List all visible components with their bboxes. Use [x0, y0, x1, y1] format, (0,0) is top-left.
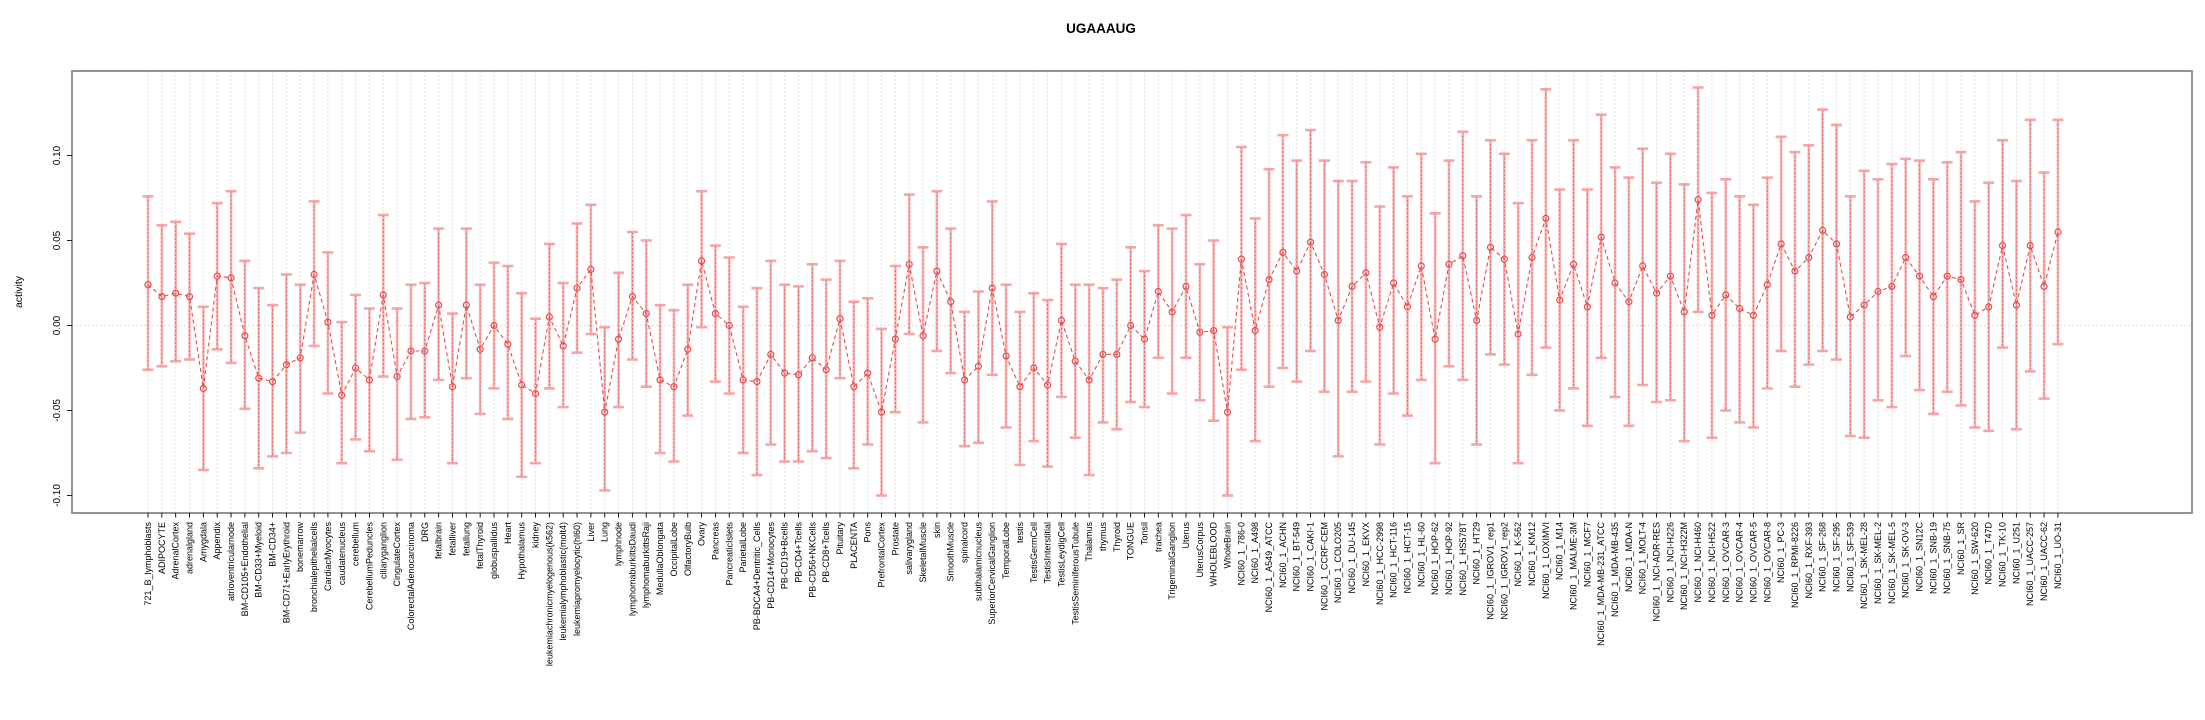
- x-tick-label: BM-CD71+EarlyErythroid: [281, 522, 292, 624]
- data-point: [256, 375, 262, 381]
- data-point: [1972, 312, 1978, 318]
- x-tick-label: NCI60_1_HOP-62: [1430, 522, 1441, 596]
- x-tick-label: NCI60_1_SN12C: [1914, 522, 1925, 592]
- x-tick-label: Hypothalamus: [516, 522, 527, 580]
- data-point: [200, 385, 206, 391]
- data-point: [934, 268, 940, 274]
- data-point: [1640, 263, 1646, 269]
- x-tick-label: NCI60_1_T47D: [1983, 522, 1994, 585]
- x-tick-label: bronchialepithelialcells: [309, 522, 320, 613]
- x-tick-label: NCI60_1_LOXIMVI: [1540, 522, 1551, 600]
- x-tick-label: NCI60_1_OVCAR-8: [1762, 522, 1773, 603]
- x-tick-label: CardiacMyocytes: [322, 522, 333, 592]
- y-tick-label: 0.00: [52, 315, 63, 336]
- y-axis-title: activity: [13, 275, 25, 309]
- data-point: [1709, 312, 1715, 318]
- data-point: [795, 372, 801, 378]
- data-point: [1086, 377, 1092, 383]
- data-point: [1252, 328, 1258, 334]
- x-tick-label: NCI60_1_RXF-393: [1803, 522, 1814, 599]
- data-point: [2027, 243, 2033, 249]
- x-tick-label: NCI60_1_TK-10: [1997, 522, 2008, 588]
- data-point: [1294, 268, 1300, 274]
- x-tick-label: fetalThyroid: [475, 522, 486, 570]
- x-tick-label: NCI60_1_HCC-2998: [1374, 522, 1385, 606]
- data-point: [1031, 365, 1037, 371]
- data-point: [879, 409, 885, 415]
- x-tick-label: NCI60_1_CCRF-CEM: [1319, 522, 1330, 611]
- data-point: [1155, 289, 1161, 295]
- x-tick-label: BM-CD105+Endothelial: [239, 522, 250, 617]
- data-point: [1141, 336, 1147, 342]
- x-tick-label: Thalamus: [1084, 522, 1095, 562]
- x-tick-label: NCI60_1_DU-145: [1347, 522, 1358, 594]
- data-point: [533, 391, 539, 397]
- x-tick-label: lymphnode: [613, 522, 624, 567]
- x-tick-label: Ovary: [696, 522, 707, 547]
- x-tick-label: TestisLeydigCell: [1056, 522, 1067, 588]
- data-point: [1225, 409, 1231, 415]
- data-point: [546, 314, 552, 320]
- y-tick-label: 0.10: [52, 145, 63, 166]
- x-tick-label: Prostate: [890, 522, 901, 556]
- x-tick-label: NCI60_1_MALME-3M: [1568, 522, 1579, 611]
- x-tick-label: NCI60_1_HCT-15: [1402, 522, 1413, 594]
- x-tick-label: fetalbrain: [433, 522, 444, 560]
- x-tick-label: NCI60_1_SF-268: [1817, 522, 1828, 593]
- data-point: [560, 343, 566, 349]
- data-point: [920, 333, 926, 339]
- data-point: [408, 348, 414, 354]
- data-point: [477, 346, 483, 352]
- x-tick-label: NCI60_1_SR: [1956, 522, 1967, 576]
- x-tick-label: PancreaticIslets: [724, 522, 735, 586]
- data-point: [1128, 323, 1134, 329]
- data-point: [1432, 336, 1438, 342]
- x-tick-label: fetalliver: [447, 522, 458, 556]
- data-point: [823, 367, 829, 373]
- x-tick-label: UterusCorpus: [1194, 522, 1205, 578]
- x-tick-label: NCI60_1_A549_ATCC: [1264, 522, 1275, 613]
- data-point: [1695, 197, 1701, 203]
- data-point: [699, 258, 705, 264]
- x-tick-label: atrioventricularnode: [226, 522, 237, 602]
- data-point: [588, 266, 594, 272]
- x-tick-label: ParietalLobe: [738, 522, 749, 573]
- x-tick-label: Thyroid: [1111, 522, 1122, 553]
- x-tick-label: fetallung: [461, 522, 472, 557]
- data-point: [754, 379, 760, 385]
- x-tick-label: caudatenucleus: [336, 522, 347, 586]
- data-point: [1363, 270, 1369, 276]
- data-point: [602, 409, 608, 415]
- x-tick-label: globuspallidus: [489, 522, 499, 580]
- x-tick-label: NCI60_1_UACC-62: [2039, 522, 2050, 602]
- data-point: [1543, 215, 1549, 221]
- data-point: [491, 323, 497, 329]
- data-point: [394, 374, 400, 380]
- data-point: [643, 311, 649, 317]
- data-point: [1764, 282, 1770, 288]
- data-point: [353, 365, 359, 371]
- data-point: [1737, 306, 1743, 312]
- data-point: [657, 377, 663, 383]
- x-tick-label: Lung: [599, 522, 610, 543]
- x-tick-label: SmoothMuscle: [945, 522, 956, 582]
- x-tick-label: NCI60_1_NCI-H226: [1665, 522, 1676, 603]
- x-tick-label: NCI60_1_MDA-MB-231_ATCC: [1596, 522, 1607, 646]
- x-tick-label: leukemiapromyelocytic(hl60): [572, 522, 583, 637]
- data-point: [2013, 302, 2019, 308]
- data-point: [1072, 358, 1078, 364]
- x-tick-label: skin: [931, 522, 942, 539]
- x-tick-label: NCI60_1_786-0: [1236, 522, 1247, 586]
- data-point: [1183, 283, 1189, 289]
- data-point: [1211, 328, 1217, 334]
- data-point: [283, 362, 289, 368]
- data-point: [2041, 283, 2047, 289]
- data-point: [1017, 384, 1023, 390]
- x-tick-label: NCI60_1_KM12: [1527, 522, 1537, 587]
- x-tick-label: PB-CD8+Tcells: [821, 522, 832, 583]
- x-tick-label: CingulateCortex: [392, 522, 403, 587]
- x-tick-label: BM-CD34+: [267, 522, 278, 567]
- x-tick-label: NCI60_1_ACHN: [1277, 522, 1288, 589]
- x-tick-label: TrigeminalGanglion: [1167, 522, 1178, 600]
- data-point: [145, 282, 151, 288]
- x-tick-label: cerebellum: [350, 522, 361, 567]
- x-tick-label: NCI60_1_SK-OV-3: [1900, 522, 1911, 599]
- x-tick-label: NCI60_1_SF-539: [1845, 522, 1856, 593]
- data-point: [1847, 314, 1853, 320]
- data-point: [422, 348, 428, 354]
- data-point: [1598, 234, 1604, 240]
- data-point: [228, 275, 234, 281]
- data-point: [768, 351, 774, 357]
- data-point: [1833, 241, 1839, 247]
- x-tick-label: leukemialymphoblastic(molt4): [558, 522, 569, 641]
- x-tick-label: NCI60_1_SK-MEL-5: [1886, 522, 1897, 605]
- data-point: [1861, 302, 1867, 308]
- x-tick-label: NCI60_1_MOLT-4: [1637, 522, 1648, 595]
- x-tick-label: ciliaryganglion: [378, 522, 389, 580]
- data-point: [1446, 261, 1452, 267]
- x-tick-label: NCI60_1_HOP-92: [1443, 522, 1454, 596]
- data-point: [948, 299, 954, 305]
- data-point: [1903, 255, 1909, 261]
- data-point: [629, 294, 635, 300]
- x-tick-label: NCI60_1_U251: [2011, 522, 2022, 585]
- data-point: [1930, 294, 1936, 300]
- x-tick-label: Tonsil: [1139, 522, 1150, 546]
- x-tick-label: PB-CD56+NKCells: [807, 522, 818, 598]
- x-tick-label: Pancreas: [710, 522, 721, 561]
- data-point: [463, 302, 469, 308]
- y-tick-label: -0.05: [52, 399, 63, 422]
- x-tick-label: NCI60_1_EKVX: [1360, 522, 1371, 587]
- x-tick-label: SkeletalMuscle: [918, 522, 929, 583]
- x-tick-label: lymphomaburkittsRaji: [641, 522, 652, 609]
- x-tick-label: NCI60_1_SK-MEL-2: [1873, 522, 1883, 605]
- x-tick-label: NCI60_1_UACC-257: [2025, 522, 2036, 607]
- x-tick-label: Pituitary: [835, 522, 845, 555]
- x-tick-label: NCI60_1_IGROV1_rep1: [1485, 522, 1496, 620]
- data-point: [962, 377, 968, 383]
- data-point: [159, 294, 165, 300]
- data-point: [1917, 273, 1923, 279]
- data-point: [671, 384, 677, 390]
- data-point: [989, 285, 995, 291]
- data-point: [574, 285, 580, 291]
- x-tick-label: PB-CD14+Monocytes: [765, 522, 776, 609]
- data-point: [1169, 309, 1175, 315]
- data-point: [685, 346, 691, 352]
- x-tick-label: NCI60_1_OVCAR-4: [1734, 522, 1745, 603]
- data-point: [1100, 351, 1106, 357]
- data-point: [1418, 263, 1424, 269]
- data-point: [1986, 304, 1992, 310]
- data-point: [436, 302, 442, 308]
- data-point: [449, 384, 455, 390]
- y-tick-label: -0.10: [52, 484, 63, 507]
- x-tick-label: TestisInterstitial: [1042, 522, 1053, 584]
- x-tick-label: spinalcord: [959, 522, 970, 564]
- x-tick-label: Appendix: [212, 522, 223, 560]
- x-tick-label: DRG: [419, 522, 430, 542]
- x-tick-label: CerebellumPeduncles: [364, 522, 375, 611]
- x-tick-label: NCI60_1_PC-3: [1776, 522, 1787, 584]
- data-point: [1557, 297, 1563, 303]
- x-tick-label: PrefrontalCortex: [876, 522, 887, 588]
- x-tick-label: NCI60_1_K-562: [1513, 522, 1524, 587]
- data-point: [1238, 256, 1244, 262]
- x-tick-label: NCI60_1_RPMI-8226: [1789, 522, 1800, 609]
- data-point: [1612, 280, 1618, 286]
- x-tick-label: NCI60_1_SNB-75: [1942, 522, 1953, 595]
- data-point: [1681, 309, 1687, 315]
- data-point: [1515, 331, 1521, 337]
- data-point: [1529, 255, 1535, 261]
- plot-border: [72, 71, 2192, 513]
- data-point: [1667, 273, 1673, 279]
- data-point: [1391, 280, 1397, 286]
- data-point: [740, 377, 746, 383]
- x-tick-label: NCI60_1_BT-549: [1291, 522, 1302, 592]
- x-tick-label: NCI60_1_HL-60: [1416, 522, 1427, 588]
- x-tick-label: Pons: [862, 522, 873, 543]
- data-point: [1750, 312, 1756, 318]
- x-tick-label: TemporalLobe: [1001, 522, 1012, 580]
- data-point: [1654, 290, 1660, 296]
- data-point: [325, 319, 331, 325]
- data-point: [892, 336, 898, 342]
- x-tick-label: NCI60_1_NCI-H322M: [1679, 522, 1690, 611]
- x-tick-label: leukemiachronicmyelogenous(k562): [544, 522, 555, 667]
- x-tick-label: Amygdala: [198, 522, 209, 563]
- data-point: [270, 379, 276, 385]
- x-tick-label: subthalamicnucleus: [973, 522, 984, 602]
- x-tick-label: Heart: [502, 522, 513, 545]
- x-tick-label: lymphomaburkittsDaudi: [627, 522, 638, 617]
- x-tick-label: ADIPOCYTE: [156, 522, 167, 575]
- data-point: [1404, 304, 1410, 310]
- x-tick-label: adrenalgland: [184, 522, 195, 575]
- x-tick-label: NCI60_1_IGROV1_rep2: [1499, 522, 1510, 620]
- data-point: [712, 311, 718, 317]
- data-point: [519, 382, 525, 388]
- x-tick-label: ColorectalAdenocarcinoma: [405, 522, 416, 631]
- x-tick-label: WholeBrain: [1222, 522, 1233, 569]
- x-tick-label: TestisGermCell: [1028, 522, 1039, 584]
- data-point: [1875, 289, 1881, 295]
- x-tick-label: 721_B_lymphoblasts: [143, 522, 153, 606]
- data-point: [505, 341, 511, 347]
- x-tick-label: NCI60_1_NCI-H460: [1693, 522, 1704, 603]
- data-point: [1280, 249, 1286, 255]
- x-tick-label: SuperiorCervicalGanglion: [987, 522, 998, 625]
- data-point: [173, 290, 179, 296]
- data-point: [1944, 273, 1950, 279]
- x-tick-label: NCI60_1_UO-31: [2052, 522, 2063, 590]
- data-point: [297, 355, 303, 361]
- data-point: [851, 384, 857, 390]
- data-point: [1377, 324, 1383, 330]
- data-point: [1806, 255, 1812, 261]
- data-point: [1820, 227, 1826, 233]
- data-point: [1349, 283, 1355, 289]
- x-tick-label: kidney: [530, 522, 541, 549]
- data-point: [187, 294, 193, 300]
- data-point: [726, 323, 732, 329]
- y-tick-label: 0.05: [52, 230, 63, 251]
- x-tick-label: NCI60_1_MCF7: [1582, 522, 1593, 588]
- data-point: [906, 261, 912, 267]
- data-point: [1778, 241, 1784, 247]
- x-tick-label: MedullaOblongata: [655, 522, 666, 596]
- x-tick-label: NCI60_1_A498: [1250, 522, 1261, 584]
- data-point: [809, 355, 815, 361]
- x-tick-label: OccipitalLobe: [668, 522, 679, 577]
- data-point: [2000, 243, 2006, 249]
- x-tick-label: OlfactoryBulb: [682, 522, 693, 577]
- x-tick-label: WHOLEBLOOD: [1208, 522, 1219, 587]
- data-point: [380, 292, 386, 298]
- data-point: [1958, 277, 1964, 283]
- data-point: [782, 370, 788, 376]
- data-point: [1584, 304, 1590, 310]
- data-point: [1308, 239, 1314, 245]
- data-point: [1889, 283, 1895, 289]
- x-tick-label: TONGUE: [1125, 522, 1136, 561]
- data-point: [1474, 317, 1480, 323]
- x-tick-label: NCI60_1_HS578T: [1457, 522, 1468, 596]
- data-point: [1792, 268, 1798, 274]
- data-point: [1197, 329, 1203, 335]
- x-tick-label: NCI60_1_SK-MEL-28: [1859, 522, 1870, 610]
- data-point: [1321, 272, 1327, 278]
- data-point: [1045, 382, 1051, 388]
- data-point: [311, 272, 317, 278]
- x-tick-label: PLACENTA: [848, 522, 859, 569]
- x-tick-label: PB-CD19+Bcells: [779, 522, 790, 590]
- data-point: [2055, 229, 2061, 235]
- chart-title: UGAAAUG: [1066, 21, 1136, 36]
- data-point: [366, 377, 372, 383]
- x-tick-label: Uterus: [1181, 522, 1191, 549]
- data-point: [1501, 256, 1507, 262]
- data-point: [1626, 299, 1632, 305]
- x-tick-label: NCI60_1_SNB-19: [1928, 522, 1939, 595]
- x-tick-label: NCI60_1_SF-295: [1831, 522, 1842, 593]
- x-tick-label: NCI60_1_HCT-116: [1388, 522, 1399, 598]
- x-tick-label: NCI60_1_COLO205: [1333, 522, 1344, 604]
- x-tick-label: AdrenalCortex: [170, 522, 181, 580]
- x-tick-label: NCI60_1_HT29: [1471, 522, 1482, 585]
- data-point: [616, 336, 622, 342]
- x-tick-label: thymus: [1097, 522, 1108, 552]
- data-point: [1335, 317, 1341, 323]
- data-point: [339, 392, 345, 398]
- data-point: [837, 316, 843, 322]
- x-tick-label: TestisSeminiferousTubule: [1070, 522, 1081, 625]
- x-tick-label: PB-CD4+Tcells: [793, 522, 804, 583]
- data-point: [1114, 351, 1120, 357]
- x-tick-label: NCI60_1_OVCAR-5: [1748, 522, 1759, 603]
- x-tick-label: NCI60_1_M14: [1554, 522, 1565, 581]
- data-point: [1003, 353, 1009, 359]
- x-tick-label: testis: [1014, 522, 1025, 544]
- data-point: [1723, 292, 1729, 298]
- x-tick-label: salivarygland: [904, 522, 915, 575]
- data-point: [242, 333, 248, 339]
- x-tick-label: NCI60_1_NCI-ADR-RES: [1651, 522, 1662, 622]
- x-tick-label: bonemarrow: [295, 522, 306, 573]
- x-tick-label: NCI60_1_MDA-MB-435: [1610, 522, 1621, 618]
- x-tick-label: NCI60_1_NCI-H522: [1706, 522, 1717, 603]
- data-point: [975, 363, 981, 369]
- data-point: [1487, 244, 1493, 250]
- x-tick-label: NCI60_1_SW-620: [1969, 522, 1980, 595]
- x-tick-label: BM-CD33+Myeloid: [253, 522, 264, 598]
- x-tick-label: Liver: [585, 522, 596, 542]
- data-point: [214, 273, 220, 279]
- data-point: [865, 370, 871, 376]
- x-tick-label: PB-BDCA4+Dentritic_Cells: [751, 522, 762, 631]
- data-point: [1058, 317, 1064, 323]
- x-tick-label: NCI60_1_CAKI-1: [1305, 522, 1316, 592]
- x-tick-label: trachea: [1153, 522, 1164, 553]
- data-point: [1266, 277, 1272, 283]
- x-tick-label: NCI60_1_OVCAR-3: [1720, 522, 1731, 603]
- data-point: [1460, 253, 1466, 259]
- data-point: [1571, 261, 1577, 267]
- x-tick-label: NCI60_1_MDA-N: [1623, 522, 1634, 593]
